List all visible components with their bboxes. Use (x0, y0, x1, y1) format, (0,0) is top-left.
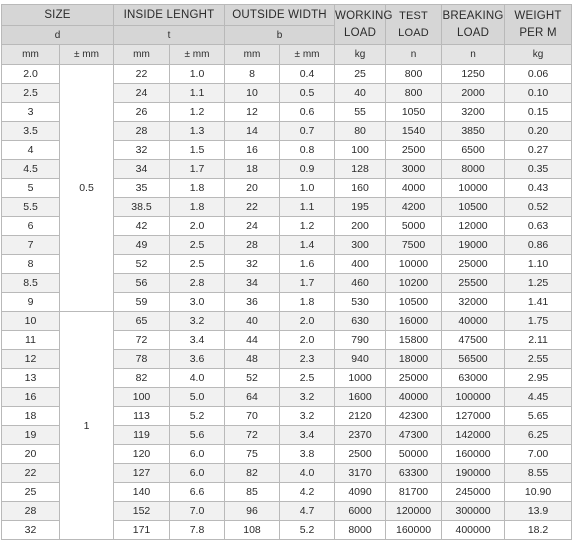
cell-breaking: 300000 (442, 502, 505, 521)
cell-weight: 1.25 (505, 274, 572, 293)
cell-test: 7500 (386, 236, 442, 255)
cell-working: 3170 (335, 464, 386, 483)
cell-outside: 12 (225, 103, 280, 122)
cell-size: 3 (2, 103, 60, 122)
cell-outside-tol: 0.8 (280, 141, 335, 160)
cell-outside-tol: 0.5 (280, 84, 335, 103)
cell-inside: 49 (114, 236, 170, 255)
cell-size: 5.5 (2, 198, 60, 217)
cell-inside-tol: 2.5 (170, 236, 225, 255)
cell-inside-tol: 3.0 (170, 293, 225, 312)
cell-test: 3000 (386, 160, 442, 179)
cell-outside: 70 (225, 407, 280, 426)
cell-size: 11 (2, 331, 60, 350)
cell-breaking: 25000 (442, 255, 505, 274)
cell-outside: 96 (225, 502, 280, 521)
cell-inside: 127 (114, 464, 170, 483)
cell-outside-tol: 1.0 (280, 179, 335, 198)
header-weight (505, 5, 572, 45)
header-inside-length-symbol: t (114, 26, 225, 45)
cell-test: 10500 (386, 293, 442, 312)
cell-inside-tol: 5.0 (170, 388, 225, 407)
chain-specification-table (1, 4, 572, 540)
cell-breaking: 10500 (442, 198, 505, 217)
cell-breaking: 1250 (442, 65, 505, 84)
cell-working: 8000 (335, 521, 386, 540)
cell-outside-tol: 1.1 (280, 198, 335, 217)
cell-size: 22 (2, 464, 60, 483)
cell-size: 20 (2, 445, 60, 464)
cell-inside-tol: 1.3 (170, 122, 225, 141)
cell-weight: 2.95 (505, 369, 572, 388)
cell-size: 6 (2, 217, 60, 236)
cell-size: 3.5 (2, 122, 60, 141)
cell-working: 4090 (335, 483, 386, 502)
cell-outside-tol: 3.2 (280, 407, 335, 426)
cell-weight: 1.41 (505, 293, 572, 312)
unit-inside-mm: mm (114, 45, 170, 65)
cell-outside-tol: 3.2 (280, 388, 335, 407)
unit-working-load: kg (335, 45, 386, 65)
cell-outside: 14 (225, 122, 280, 141)
cell-inside: 113 (114, 407, 170, 426)
cell-weight: 0.43 (505, 179, 572, 198)
cell-size: 16 (2, 388, 60, 407)
unit-breaking-load: n (442, 45, 505, 65)
header-test-load-line1: TEST (399, 9, 428, 22)
unit-outside-mm: mm (225, 45, 280, 65)
cell-breaking: 25500 (442, 274, 505, 293)
header-test-load (386, 5, 442, 45)
cell-weight: 18.2 (505, 521, 572, 540)
header-size: SIZE (2, 5, 114, 26)
cell-inside: 59 (114, 293, 170, 312)
header-breaking-load-line2: LOAD (456, 26, 490, 39)
cell-weight: 0.35 (505, 160, 572, 179)
cell-test: 16000 (386, 312, 442, 331)
cell-breaking: 40000 (442, 312, 505, 331)
cell-working: 200 (335, 217, 386, 236)
cell-breaking: 127000 (442, 407, 505, 426)
unit-size-mm: mm (2, 45, 60, 65)
cell-outside-tol: 0.6 (280, 103, 335, 122)
cell-size: 2.5 (2, 84, 60, 103)
cell-test: 800 (386, 65, 442, 84)
cell-breaking: 245000 (442, 483, 505, 502)
header-weight-line1: WEIGHT (514, 9, 562, 22)
cell-breaking: 19000 (442, 236, 505, 255)
header-working-load-line2: LOAD (343, 26, 377, 39)
cell-test: 10000 (386, 255, 442, 274)
cell-inside-tol: 3.6 (170, 350, 225, 369)
cell-test: 15800 (386, 331, 442, 350)
table-row (2, 65, 572, 84)
cell-weight: 5.65 (505, 407, 572, 426)
cell-outside: 16 (225, 141, 280, 160)
cell-working: 195 (335, 198, 386, 217)
cell-breaking: 56500 (442, 350, 505, 369)
header-inside-length: INSIDE LENGHT (114, 5, 225, 26)
cell-weight: 0.86 (505, 236, 572, 255)
cell-outside-tol: 2.0 (280, 312, 335, 331)
unit-inside-tolerance: ± mm (170, 45, 225, 65)
cell-breaking: 6500 (442, 141, 505, 160)
cell-inside: 22 (114, 65, 170, 84)
header-weight-line2: PER M (519, 26, 557, 39)
header-row-units (2, 45, 572, 65)
cell-weight: 1.10 (505, 255, 572, 274)
cell-size: 8 (2, 255, 60, 274)
cell-working: 530 (335, 293, 386, 312)
cell-inside-tol: 2.8 (170, 274, 225, 293)
cell-working: 80 (335, 122, 386, 141)
cell-test: 160000 (386, 521, 442, 540)
cell-size: 12 (2, 350, 60, 369)
cell-inside-tol: 6.0 (170, 464, 225, 483)
cell-outside-tol: 1.7 (280, 274, 335, 293)
cell-inside: 152 (114, 502, 170, 521)
header-size-symbol: d (2, 26, 114, 45)
cell-weight: 4.45 (505, 388, 572, 407)
cell-inside-tol: 1.7 (170, 160, 225, 179)
cell-test: 800 (386, 84, 442, 103)
cell-size: 28 (2, 502, 60, 521)
header-outside-width-symbol: b (225, 26, 335, 45)
header-outside-width: OUTSIDE WIDTH (225, 5, 335, 26)
cell-weight: 0.20 (505, 122, 572, 141)
cell-test: 25000 (386, 369, 442, 388)
cell-inside: 82 (114, 369, 170, 388)
cell-size: 18 (2, 407, 60, 426)
cell-inside-tol: 1.8 (170, 198, 225, 217)
cell-outside-tol: 0.4 (280, 65, 335, 84)
cell-working: 2370 (335, 426, 386, 445)
cell-inside-tol: 5.6 (170, 426, 225, 445)
cell-working: 1600 (335, 388, 386, 407)
cell-size: 4.5 (2, 160, 60, 179)
cell-inside-tol: 6.0 (170, 445, 225, 464)
cell-inside: 28 (114, 122, 170, 141)
cell-outside-tol: 1.8 (280, 293, 335, 312)
cell-outside-tol: 2.0 (280, 331, 335, 350)
cell-inside: 78 (114, 350, 170, 369)
cell-outside-tol: 3.4 (280, 426, 335, 445)
cell-inside: 38.5 (114, 198, 170, 217)
cell-size: 10 (2, 312, 60, 331)
cell-inside-tol: 6.6 (170, 483, 225, 502)
cell-working: 6000 (335, 502, 386, 521)
header-working-load-line1: WORKING (335, 9, 393, 22)
cell-inside-tol: 1.0 (170, 65, 225, 84)
table-body (2, 5, 572, 540)
cell-weight: 0.52 (505, 198, 572, 217)
cell-outside: 72 (225, 426, 280, 445)
cell-inside: 65 (114, 312, 170, 331)
cell-test: 2500 (386, 141, 442, 160)
header-row-titles (2, 5, 572, 26)
cell-test: 18000 (386, 350, 442, 369)
cell-inside-tol: 7.8 (170, 521, 225, 540)
cell-outside-tol: 3.8 (280, 445, 335, 464)
cell-inside-tol: 2.5 (170, 255, 225, 274)
cell-outside: 52 (225, 369, 280, 388)
cell-inside-tol: 1.5 (170, 141, 225, 160)
cell-size: 32 (2, 521, 60, 540)
cell-outside-tol: 2.3 (280, 350, 335, 369)
cell-outside: 8 (225, 65, 280, 84)
cell-inside: 120 (114, 445, 170, 464)
cell-outside-tol: 1.2 (280, 217, 335, 236)
cell-breaking: 10000 (442, 179, 505, 198)
cell-test: 63300 (386, 464, 442, 483)
cell-outside: 85 (225, 483, 280, 502)
cell-breaking: 63000 (442, 369, 505, 388)
cell-breaking: 32000 (442, 293, 505, 312)
cell-outside: 75 (225, 445, 280, 464)
cell-inside-tol: 3.4 (170, 331, 225, 350)
cell-working: 2500 (335, 445, 386, 464)
cell-breaking: 142000 (442, 426, 505, 445)
size-tolerance-cell: 0.5 (60, 65, 114, 312)
cell-size: 8.5 (2, 274, 60, 293)
cell-working: 128 (335, 160, 386, 179)
cell-outside: 44 (225, 331, 280, 350)
cell-outside: 18 (225, 160, 280, 179)
cell-outside: 36 (225, 293, 280, 312)
cell-weight: 2.11 (505, 331, 572, 350)
cell-outside-tol: 1.6 (280, 255, 335, 274)
cell-breaking: 2000 (442, 84, 505, 103)
cell-outside: 48 (225, 350, 280, 369)
cell-working: 25 (335, 65, 386, 84)
cell-working: 40 (335, 84, 386, 103)
cell-inside-tol: 5.2 (170, 407, 225, 426)
cell-inside: 72 (114, 331, 170, 350)
cell-working: 160 (335, 179, 386, 198)
cell-outside-tol: 0.9 (280, 160, 335, 179)
table-row (2, 312, 572, 331)
cell-outside: 22 (225, 198, 280, 217)
cell-breaking: 3200 (442, 103, 505, 122)
cell-inside: 34 (114, 160, 170, 179)
cell-outside-tol: 4.2 (280, 483, 335, 502)
cell-breaking: 12000 (442, 217, 505, 236)
cell-test: 1540 (386, 122, 442, 141)
cell-inside: 52 (114, 255, 170, 274)
header-breaking-load (442, 5, 505, 45)
cell-inside-tol: 1.8 (170, 179, 225, 198)
header-breaking-load-line1: BREAKING (442, 9, 504, 22)
cell-size: 7 (2, 236, 60, 255)
header-working-load (335, 5, 393, 45)
cell-test: 120000 (386, 502, 442, 521)
cell-working: 790 (335, 331, 386, 350)
cell-outside: 82 (225, 464, 280, 483)
cell-outside-tol: 4.7 (280, 502, 335, 521)
cell-size: 13 (2, 369, 60, 388)
cell-inside: 140 (114, 483, 170, 502)
cell-inside: 35 (114, 179, 170, 198)
cell-weight: 0.63 (505, 217, 572, 236)
cell-outside-tol: 5.2 (280, 521, 335, 540)
unit-weight: kg (505, 45, 572, 65)
cell-outside-tol: 4.0 (280, 464, 335, 483)
cell-inside: 42 (114, 217, 170, 236)
cell-test: 42300 (386, 407, 442, 426)
cell-weight: 13.9 (505, 502, 572, 521)
cell-working: 2120 (335, 407, 386, 426)
cell-working: 55 (335, 103, 386, 122)
cell-outside: 108 (225, 521, 280, 540)
cell-breaking: 160000 (442, 445, 505, 464)
cell-weight: 1.75 (505, 312, 572, 331)
cell-working: 940 (335, 350, 386, 369)
cell-weight: 7.00 (505, 445, 572, 464)
cell-breaking: 100000 (442, 388, 505, 407)
cell-inside-tol: 1.1 (170, 84, 225, 103)
cell-outside: 24 (225, 217, 280, 236)
cell-breaking: 8000 (442, 160, 505, 179)
cell-outside: 64 (225, 388, 280, 407)
cell-working: 460 (335, 274, 386, 293)
cell-outside-tol: 0.7 (280, 122, 335, 141)
cell-test: 47300 (386, 426, 442, 445)
cell-weight: 0.06 (505, 65, 572, 84)
cell-size: 9 (2, 293, 60, 312)
cell-test: 5000 (386, 217, 442, 236)
cell-inside: 171 (114, 521, 170, 540)
cell-inside: 32 (114, 141, 170, 160)
unit-size-tolerance: ± mm (60, 45, 114, 65)
cell-weight: 6.25 (505, 426, 572, 445)
cell-inside: 100 (114, 388, 170, 407)
cell-inside-tol: 1.2 (170, 103, 225, 122)
cell-test: 4000 (386, 179, 442, 198)
cell-weight: 0.15 (505, 103, 572, 122)
cell-weight: 8.55 (505, 464, 572, 483)
cell-inside: 24 (114, 84, 170, 103)
cell-size: 2.0 (2, 65, 60, 84)
cell-test: 40000 (386, 388, 442, 407)
cell-outside: 10 (225, 84, 280, 103)
cell-breaking: 400000 (442, 521, 505, 540)
cell-size: 25 (2, 483, 60, 502)
cell-working: 300 (335, 236, 386, 255)
cell-inside: 56 (114, 274, 170, 293)
cell-outside: 40 (225, 312, 280, 331)
unit-outside-tolerance: ± mm (280, 45, 335, 65)
cell-working: 630 (335, 312, 386, 331)
cell-outside: 34 (225, 274, 280, 293)
cell-outside: 20 (225, 179, 280, 198)
cell-test: 1050 (386, 103, 442, 122)
cell-inside-tol: 3.2 (170, 312, 225, 331)
cell-weight: 10.90 (505, 483, 572, 502)
cell-inside-tol: 7.0 (170, 502, 225, 521)
cell-breaking: 190000 (442, 464, 505, 483)
cell-outside: 28 (225, 236, 280, 255)
cell-inside: 119 (114, 426, 170, 445)
size-tolerance-cell: 1 (60, 312, 114, 540)
cell-test: 81700 (386, 483, 442, 502)
cell-test: 4200 (386, 198, 442, 217)
unit-test-load: n (386, 45, 442, 65)
cell-breaking: 47500 (442, 331, 505, 350)
cell-outside-tol: 1.4 (280, 236, 335, 255)
cell-size: 19 (2, 426, 60, 445)
cell-breaking: 3850 (442, 122, 505, 141)
header-test-load-line2: LOAD (398, 26, 429, 39)
cell-weight: 0.10 (505, 84, 572, 103)
cell-size: 4 (2, 141, 60, 160)
cell-outside-tol: 2.5 (280, 369, 335, 388)
cell-outside: 32 (225, 255, 280, 274)
cell-inside-tol: 2.0 (170, 217, 225, 236)
cell-working: 1000 (335, 369, 386, 388)
cell-test: 50000 (386, 445, 442, 464)
cell-weight: 2.55 (505, 350, 572, 369)
cell-inside-tol: 4.0 (170, 369, 225, 388)
cell-inside: 26 (114, 103, 170, 122)
cell-weight: 0.27 (505, 141, 572, 160)
cell-test: 10200 (386, 274, 442, 293)
cell-size: 5 (2, 179, 60, 198)
cell-working: 100 (335, 141, 386, 160)
cell-working: 400 (335, 255, 386, 274)
